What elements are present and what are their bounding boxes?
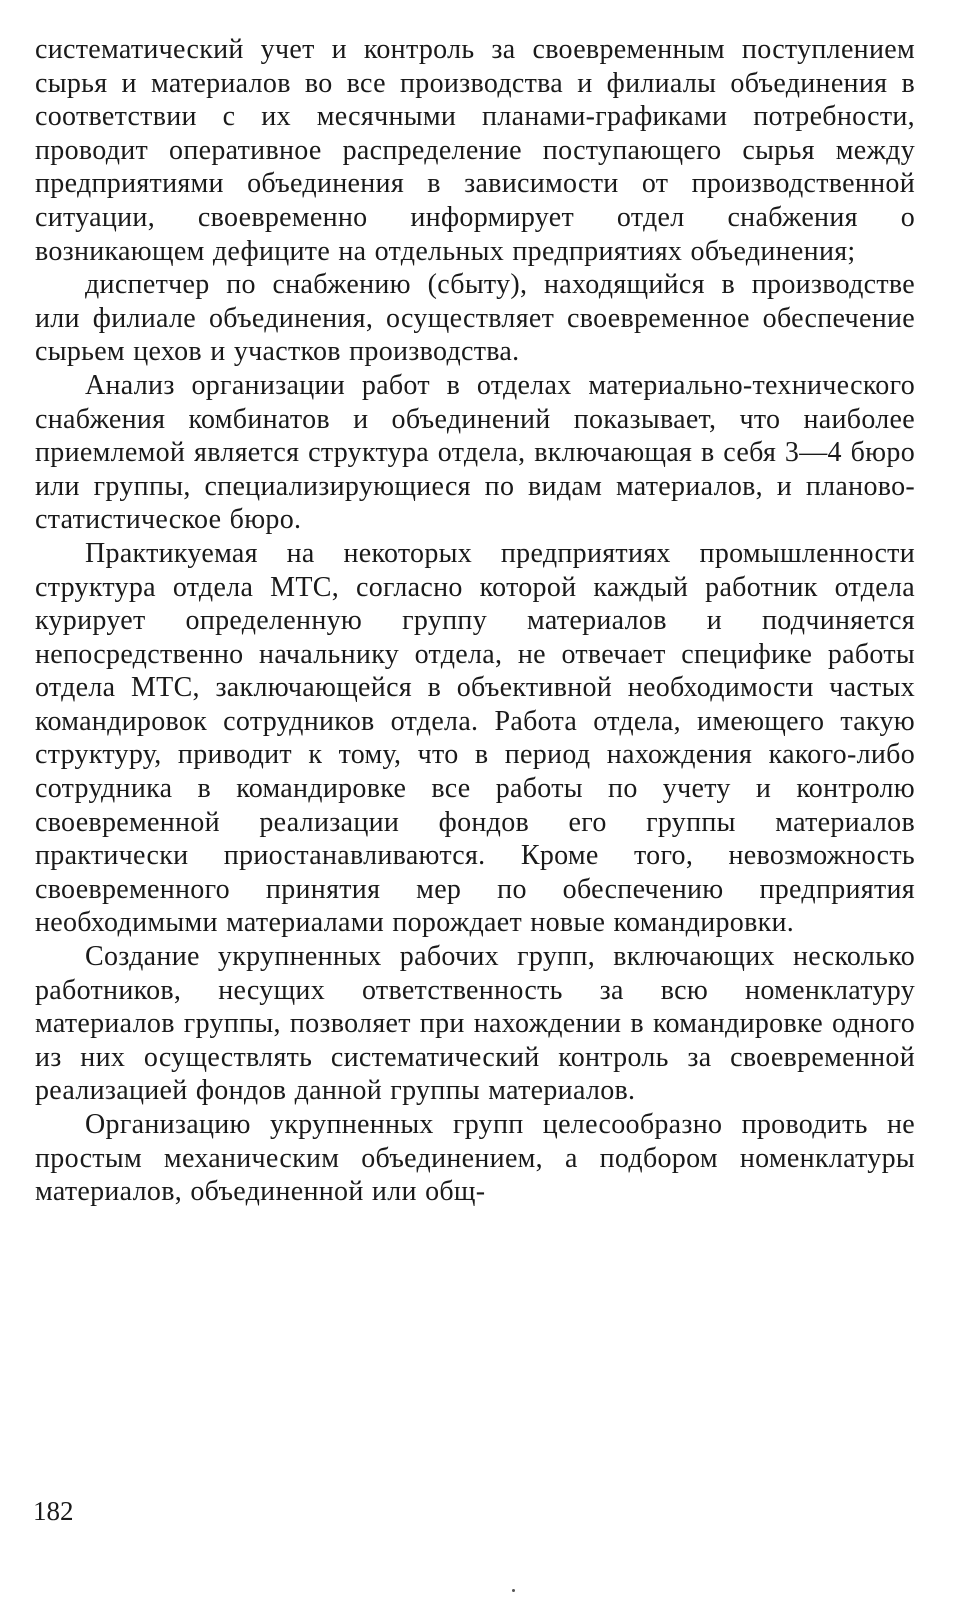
paragraph-organization: Организацию укрупненных групп целесообразно проводить не простым механическим объединением, а подбором номенклатуры материалов, объединенной или общ-: [35, 1109, 915, 1208]
paragraph-continuation: систематический учет и контроль за своевременным поступлением сырья и материалов во все производства и филиалы объединения в соответствии с их месячными планами-графиками потребности, проводит оперативное распределение поступающего сырья между предприятиями объединения в зависимости от производственной ситуации, своевременно информирует отдел снабжения о возникающем дефиците на отдельных предприятиях объединения;: [35, 34, 915, 267]
page-number: 182: [33, 1496, 74, 1526]
paragraph-analysis: Анализ организации работ в отделах материально-технического снабжения комбинатов и объединений показывает, что наиболее приемлемой является структура отдела, включающая в себя 3—4 бюро или группы, специализирующиеся по видам материалов, и планово-статистическое бюро.: [35, 369, 915, 536]
paragraph-practice: Практикуемая на некоторых предприятиях промышленности структура отдела МТС, согласно которой каждый работник отдела курирует определенную группу материалов и подчиняется непосредственно начальнику отдела, не отвечает специфике работы отдела МТС, заключающейся в объективной необходимости частых командировок сотрудников отдела. Работа отдела, имеющего такую структуру, приводит к тому, что в период нахождения какого-либо сотрудника в командировке все работы по учету и контролю своевременной реализации фондов его группы материалов практически приостанавливаются. Кроме того, невозможность своевременного принятия мер по обеспечению предприятия необходимыми материалами порождает новые командировки.: [35, 537, 915, 939]
paragraph-dispatcher: диспетчер по снабжению (сбыту), находящийся в производстве или филиале объединения, осуществляет своевременное обеспечение сырьем цехов и участков производства.: [35, 269, 915, 368]
body-text: [35, 33, 915, 1209]
paragraph-work-groups: Создание укрупненных рабочих групп, включающих несколько работников, несущих ответственность за всю номенклатуру материалов группы, позволяет при нахождении в командировке одного из них осуществлять систематический контроль за своевременной реализацией фондов данной группы материалов.: [35, 941, 915, 1107]
scan-speck: [512, 1589, 515, 1592]
